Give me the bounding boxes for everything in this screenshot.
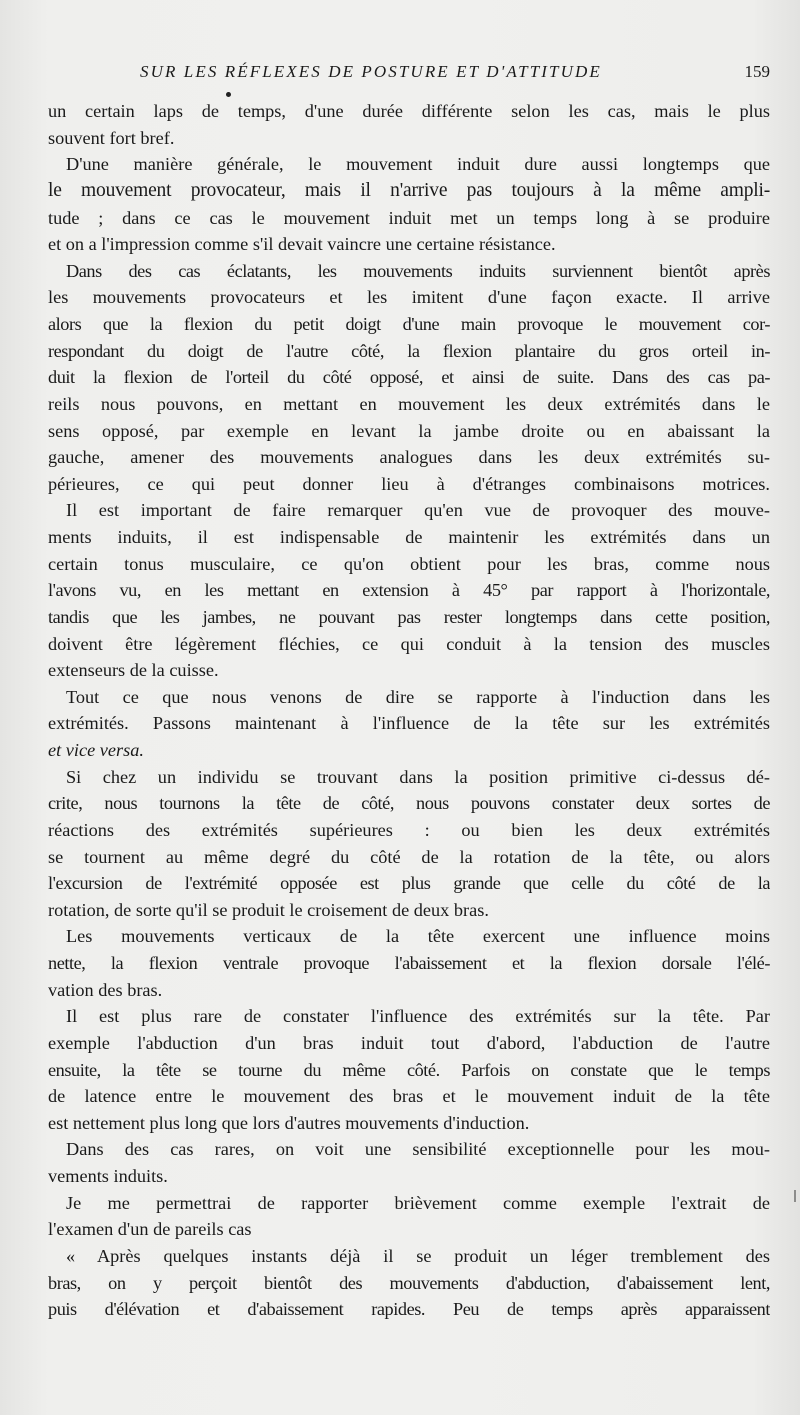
text-line: et vice versa. — [48, 740, 144, 760]
text-line: exemple l'abduction d'un bras induit tout d'abord, l'abduction de l'autre — [48, 1032, 770, 1053]
text-line: l'excursion de l'extrémité opposée est plus grande que celle du côté de la — [48, 873, 770, 894]
text-line: extenseurs de la cuisse. — [48, 660, 219, 681]
text-line: rotation, de sorte qu'il se produit le croisement de deux bras. — [48, 899, 489, 920]
text-line: l'avons vu, en les mettant en extension à 45° par rapport à l'horizontale, — [48, 580, 770, 601]
text-line: souvent fort bref. — [48, 127, 175, 148]
scan-speck — [794, 1190, 796, 1202]
text-line: Dans des cas rares, on voit une sensibilité exceptionnelle pour les mou- — [66, 1139, 770, 1160]
paragraph — [48, 764, 770, 924]
text-line: se tournent au même degré du côté de la rotation de la tête, ou alors — [48, 846, 770, 867]
text-line: vation des bras. — [48, 979, 163, 1000]
text-line: puis d'élévation et d'abaissement rapides. Peu de temps après apparaissent — [48, 1299, 770, 1320]
paragraph — [48, 98, 770, 151]
paragraph — [48, 151, 770, 258]
text-line: ments induits, il est indispensable de maintenir les extrémités dans un — [48, 527, 770, 547]
text-line: de latence entre le mouvement des bras et le mouvement induit de la tête — [48, 1086, 770, 1107]
paragraph — [48, 684, 770, 764]
page-number: 159 — [744, 62, 770, 81]
text-line: D'une manière générale, le mouvement induit dure aussi longtemps que — [66, 154, 770, 175]
text-line: Les mouvements verticaux de la tête exercent une influence moins — [66, 926, 770, 947]
text-line: Il est important de faire remarquer qu'en vue de provoquer des mouve- — [66, 500, 770, 521]
text-line: est nettement plus long que lors d'autres mouvements d'induction. — [48, 1112, 530, 1133]
text-line: Dans des cas éclatants, les mouvements induits surviennent bientôt après — [66, 260, 770, 281]
paragraph — [48, 1136, 770, 1189]
text-line: bras, on y perçoit bientôt des mouvements d'abduction, d'abaissement lent, — [48, 1272, 770, 1293]
text-line: doivent être légèrement fléchies, ce qui conduit à la tension des muscles — [48, 633, 770, 654]
text-line: crite, nous tournons la tête de côté, nous pouvons constater deux sortes de — [48, 793, 770, 814]
page-header — [48, 62, 770, 86]
text-line: respondant du doigt de l'autre côté, la flexion plantaire du gros orteil in- — [48, 340, 770, 361]
text-line: Si chez un individu se trouvant dans la position primitive ci-dessus dé- — [66, 766, 770, 787]
paragraph — [48, 923, 770, 1003]
paragraph — [48, 1003, 770, 1136]
text-line: reils nous pouvons, en mettant en mouvement les deux extrémités dans le — [48, 393, 770, 414]
ink-dot — [226, 92, 231, 97]
paragraph — [48, 258, 770, 498]
text-line: tandis que les jambes, ne pouvant pas rester longtemps dans cette position, — [48, 606, 770, 627]
paragraph — [48, 497, 770, 683]
text-line: Je me permettrai de rapporter brièvement comme exemple l'extrait de — [66, 1192, 770, 1213]
text-line: et on a l'impression comme s'il devait vaincre une certaine résistance. — [48, 234, 556, 255]
text-line: réactions des extrémités supérieures : ou bien les deux extrémités — [48, 819, 770, 840]
text-line: le mouvement provocateur, mais il n'arrive pas toujours à la même ampli- — [48, 179, 770, 201]
running-head: SUR LES RÉFLEXES DE POSTURE ET D'ATTITUDE — [140, 62, 602, 81]
text-line: sens opposé, par exemple en levant la jambe droite ou en abaissant la — [48, 420, 770, 441]
text-line: Il est plus rare de constater l'influence des extrémités sur la tête. Par — [66, 1006, 770, 1027]
text-line: l'examen d'un de pareils cas — [48, 1219, 252, 1240]
text-line: duit la flexion de l'orteil du côté opposé, et ainsi de suite. Dans des cas pa- — [48, 367, 770, 388]
text-line: ensuite, la tête se tourne du même côté. Parfois on constate que le temps — [48, 1059, 770, 1080]
paragraph — [48, 1190, 770, 1243]
text-line: alors que la flexion du petit doigt d'une main provoque le mouvement cor- — [48, 314, 770, 334]
body-text — [48, 98, 770, 1323]
text-line: certain tonus musculaire, ce qu'on obtient pour les bras, comme nous — [48, 553, 770, 574]
text-line: tude ; dans ce cas le mouvement induit met un temps long à se produire — [48, 207, 770, 228]
text-line: un certain laps de temps, d'une durée différente selon les cas, mais le plus — [48, 101, 770, 121]
text-line: périeures, ce qui peut donner lieu à d'étranges combinaisons motrices. — [48, 473, 770, 494]
text-line: nette, la flexion ventrale provoque l'abaissement et la flexion dorsale l'élé- — [48, 953, 770, 973]
text-line: Tout ce que nous venons de dire se rapporte à l'induction dans les — [66, 686, 770, 707]
paragraph — [48, 1243, 770, 1323]
text-line: gauche, amener des mouvements analogues dans les deux extrémités su- — [48, 447, 770, 468]
text-line: vements induits. — [48, 1166, 168, 1186]
text-line: extrémités. Passons maintenant à l'influence de la tête sur les extrémités — [48, 713, 770, 734]
text-line: « Après quelques instants déjà il se produit un léger tremblement des — [66, 1245, 770, 1266]
text-line: les mouvements provocateurs et les imitent d'une façon exacte. Il arrive — [48, 287, 770, 308]
